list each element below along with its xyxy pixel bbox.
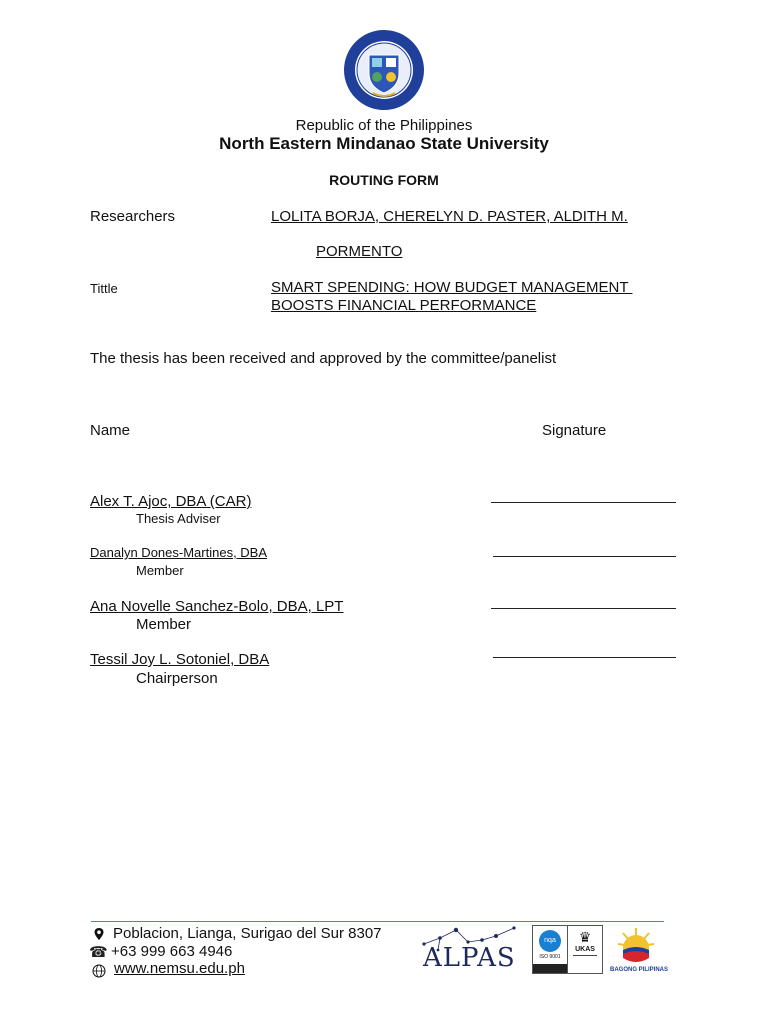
footer-website-link[interactable]: www.nemsu.edu.ph — [114, 960, 245, 977]
panel-member-role: Thesis Adviser — [136, 511, 221, 526]
university-seal-logo — [343, 29, 425, 111]
title-label: Tittle — [90, 281, 118, 296]
globe-icon — [92, 964, 106, 978]
ukas-badge-text: UKAS — [575, 946, 595, 953]
researchers-label: Researchers — [90, 208, 176, 225]
nqa-logo-icon: nqa — [539, 930, 561, 952]
signature-line — [493, 556, 676, 557]
thesis-title-line1: SMART SPENDING: HOW BUDGET MANAGEMENT — [271, 279, 633, 296]
form-title: ROUTING FORM — [329, 172, 439, 188]
alpas-logo-text: ALPAS — [423, 943, 516, 973]
panel-member-name: Ana Novelle Sanchez-Bolo, DBA, LPT — [90, 598, 344, 615]
bagong-pilipinas-text: BAGONG PILIPINAS — [610, 967, 669, 973]
footer-divider — [91, 921, 664, 922]
signature-line — [491, 608, 676, 609]
researchers-names-line2: PORMENTO — [316, 243, 403, 260]
university-name: North Eastern Mindanao State University — [219, 134, 549, 153]
signature-column-header: Signature — [542, 422, 607, 439]
panel-member-name: Alex T. Ajoc, DBA (CAR) — [90, 493, 252, 510]
panel-member-name: Tessil Joy L. Sotoniel, DBA — [90, 651, 270, 668]
iso-badge-text: ISO 9001 — [539, 954, 561, 960]
name-column-header: Name — [90, 422, 131, 439]
researchers-names-line1: LOLITA BORJA, CHERELYN D. PASTER, ALDITH M. — [271, 208, 628, 225]
panel-member-name: Danalyn Dones-Martines, DBA — [90, 545, 268, 560]
crown-icon: ♛ — [578, 929, 592, 945]
panel-member-role: Member — [136, 563, 184, 578]
panel-member-role: Chairperson — [136, 670, 218, 687]
panel-member-role: Member — [136, 616, 192, 633]
bagong-pilipinas-sun-logo — [615, 926, 657, 966]
ukas-certification-badge — [567, 925, 603, 974]
signature-line — [493, 657, 676, 658]
approval-statement: The thesis has been received and approved by the committee/panelist — [90, 350, 557, 367]
iso-certification-badge — [532, 925, 568, 974]
footer-address: Poblacion, Lianga, Surigao del Sur 8307 — [113, 925, 382, 942]
country-heading: Republic of the Philippines — [295, 117, 473, 134]
footer-phone: +63 999 663 4946 — [111, 943, 233, 960]
location-pin-icon — [93, 927, 105, 941]
signature-line — [491, 502, 676, 503]
thesis-title-line2: BOOSTS FINANCIAL PERFORMANCE — [271, 297, 537, 314]
telephone-icon: ☎ — [89, 944, 108, 961]
